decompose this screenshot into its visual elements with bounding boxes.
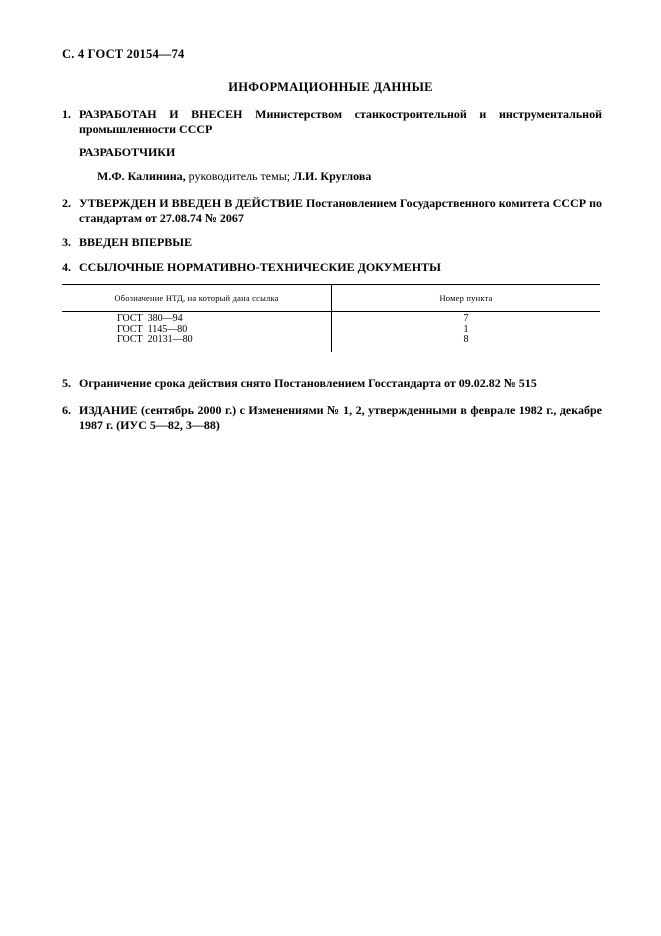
item-number: 2.	[62, 196, 71, 210]
info-item-5	[62, 376, 602, 391]
table-row	[62, 314, 600, 325]
item-text: ВВЕДЕН ВПЕРВЫЕ	[79, 235, 193, 249]
item-text: УТВЕРЖДЕН И ВВЕДЕН В ДЕЙСТВИЕ Постановлением Государственного комитета СССР по стандартам от 27.08.74 № 2067	[79, 196, 602, 225]
table-row	[62, 335, 600, 346]
item-text: РАЗРАБОТАН И ВНЕСЕН Министерством станкостроительной и инструментальной промышленности СССР	[79, 107, 602, 136]
item-number: 3.	[62, 235, 71, 249]
item-text: ИЗДАНИЕ (сентябрь 2000 г.) с Изменениями № 1, 2, утвержденными в феврале 1982 г., декабре 1987 г. (ИУС 5—82, 3—88)	[79, 403, 602, 432]
table-cell-doc: ГОСТ 20131—80	[117, 334, 193, 345]
table-cell-point: 8	[463, 334, 469, 345]
table-body	[62, 314, 600, 346]
item-number: 6.	[62, 403, 71, 417]
info-item-4	[62, 260, 602, 275]
info-item-3	[62, 235, 602, 250]
developer-role: руководитель темы;	[185, 169, 294, 183]
table-cell-doc: ГОСТ 380—94	[117, 313, 183, 324]
item-text: Ограничение срока действия снято Постановлением Госстандарта от 09.02.82 № 515	[79, 376, 537, 390]
table-header-point: Номер пункта	[439, 293, 493, 303]
developers-heading: РАЗРАБОТЧИКИ	[79, 145, 176, 159]
item-number: 1.	[62, 107, 71, 121]
page-header: С. 4 ГОСТ 20154—74	[62, 47, 185, 61]
table-cell-point: 7	[463, 313, 469, 324]
document-title: ИНФОРМАЦИОННЫЕ ДАННЫЕ	[228, 80, 433, 94]
table-cell-point: 1	[463, 323, 469, 335]
table-header-doc: Обозначение НТД, на который дана ссылка	[114, 293, 279, 303]
item-number: 5.	[62, 376, 71, 390]
developers-list	[97, 169, 371, 184]
item-number: 4.	[62, 260, 71, 274]
developer-name: М.Ф. Калинина,	[97, 169, 186, 183]
item-text: ССЫЛОЧНЫЕ НОРМАТИВНО-ТЕХНИЧЕСКИЕ ДОКУМЕНТЫ	[79, 260, 441, 274]
info-item-2	[62, 196, 602, 226]
info-item-1	[62, 107, 602, 137]
developer-name: Л.И. Круглова	[293, 169, 372, 183]
info-item-6	[62, 403, 602, 433]
table-cell-doc: ГОСТ 1145—80	[117, 323, 188, 335]
